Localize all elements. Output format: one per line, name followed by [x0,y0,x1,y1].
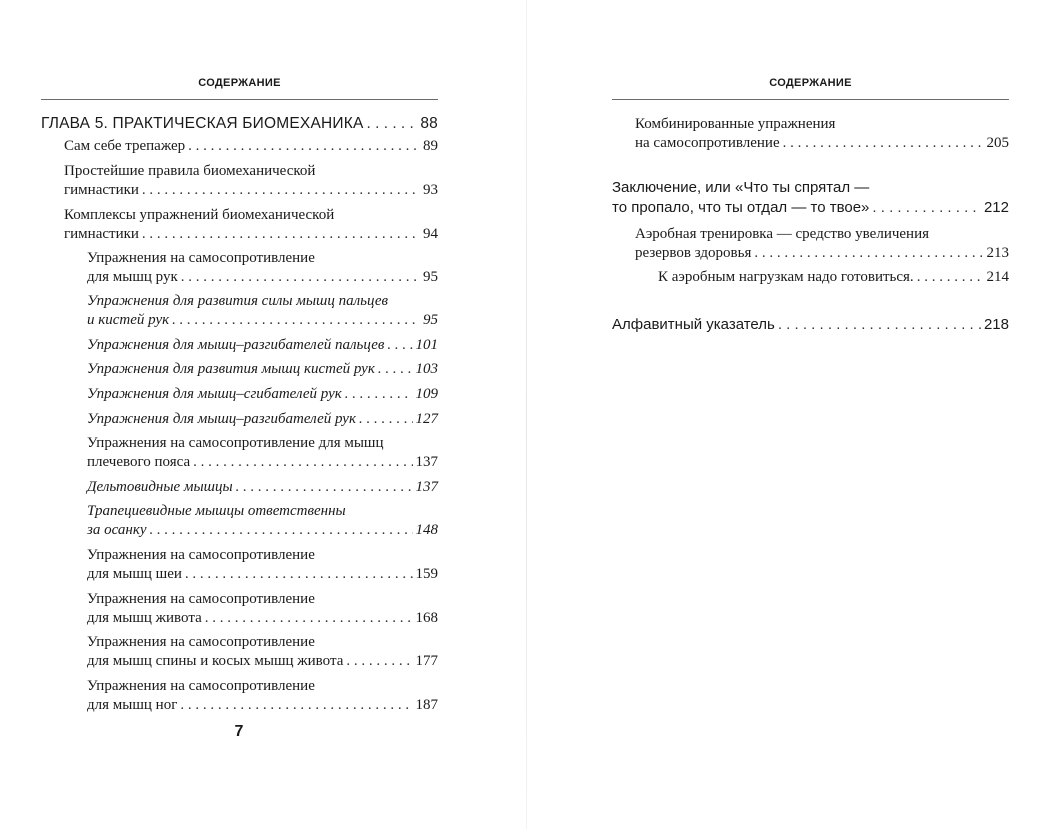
leader-dots [142,181,420,200]
right-page [527,0,1063,829]
toc-entry[interactable] [87,478,438,497]
toc-entry[interactable] [87,546,438,584]
leader-dots [872,198,981,218]
toc-entry-text: гимнастики [64,182,139,198]
toc-entry-text: то пропало, что ты отдал — то твое» [612,199,870,216]
toc-entry[interactable] [87,292,438,330]
page-number: 214 [986,269,1009,285]
running-head: СОДЕРЖАНИЕ [198,77,281,89]
page-number: 187 [415,697,438,713]
toc-entry-text: за осанку [87,522,147,538]
toc-entry-text: Упражнения на самосопротивление для мышц [87,435,384,451]
leader-dots [181,268,420,287]
toc-entry-text: Упражнения на самосопротивление [87,678,315,694]
leader-dots [345,385,413,404]
toc-entry[interactable] [658,268,1009,287]
leader-dots [366,114,417,133]
page-number: 109 [415,386,438,402]
toc-section[interactable] [612,178,1009,218]
page-number: 218 [983,316,1009,333]
leader-dots [188,137,420,156]
toc-entry-text: Упражнения для мышц–сгибателей рук [87,386,342,402]
toc-entry[interactable] [64,206,438,244]
toc-entry[interactable] [87,434,438,472]
leader-dots [180,696,412,715]
page-number: 159 [415,566,438,582]
toc-entry[interactable] [87,410,438,429]
toc-entry-text: для мышц ног [87,697,178,713]
toc-entry[interactable] [87,677,438,715]
page-number: 127 [415,411,438,427]
leader-dots [778,315,981,335]
leader-dots [346,652,412,671]
toc-chapter-title: ГЛАВА 5. ПРАКТИЧЕСКАЯ БИОМЕХАНИКА [41,115,364,132]
toc-entry[interactable] [64,162,438,200]
toc-entry-text: плечевого пояса [87,454,191,470]
toc-entry-text: Аэробная тренировка — средство увеличения [635,226,930,242]
toc-entry[interactable] [87,590,438,628]
leader-dots [236,478,413,497]
toc-entry[interactable] [635,115,1009,153]
toc-entry[interactable] [87,336,438,355]
toc-chapter[interactable] [41,114,438,133]
page-number: 168 [415,610,438,626]
page-number: 103 [415,361,438,377]
header-rule [41,99,438,100]
leader-dots [783,134,984,153]
page-number: 93 [423,182,438,198]
leader-dots [185,565,413,584]
page-number: 212 [983,199,1009,216]
toc-entry-text: для мышц живота [87,610,202,626]
toc-entry-text: Упражнения на самосопротивление [87,591,315,607]
page-number: 101 [415,337,438,353]
toc-entry-text: Комбинированные упражнения [635,116,836,132]
left-page [0,0,527,829]
leader-dots [172,311,420,330]
toc-entry-text: Упражнения для развития силы мышц пальцев [87,293,388,309]
page-number: 94 [423,226,438,242]
page-folio: 7 [234,723,244,740]
toc-entry-text: на самосопротивление [635,135,780,151]
leader-dots [359,410,413,429]
toc-entry-text: для мышц шеи [87,566,182,582]
page-number: 88 [420,115,438,132]
toc-entry-text: Алфавитный указатель [612,316,775,333]
page-number: 95 [423,269,438,285]
running-head: СОДЕРЖАНИЕ [769,77,852,89]
page-number: 177 [415,653,438,669]
page-number: 213 [986,245,1009,261]
toc-entry-text: К аэробным нагрузкам надо готовиться. [658,269,914,285]
page-number: 137 [415,479,438,495]
toc-entry-text: Упражнения на самосопротивление [87,250,315,266]
leader-dots [205,609,413,628]
leader-dots [387,336,412,355]
toc-section[interactable] [612,315,1009,335]
toc-entry[interactable] [87,502,438,540]
toc-entry-text: резервов здоровья [635,245,752,261]
toc-entry-text: для мышц рук [87,269,178,285]
page-number: 205 [986,135,1009,151]
leader-dots [917,268,984,287]
toc-entry-text: Упражнения для мышц–разгибателей рук [87,411,356,427]
leader-dots [378,360,413,379]
toc-entry-text: Дельтовидные мышцы [87,479,233,495]
toc-entry[interactable] [64,137,438,156]
page-number: 89 [423,138,438,154]
toc-entry-text: и кистей рук [87,312,170,328]
toc-entry-text: для мышц спины и косых мышц живота [87,653,344,669]
toc-entry-text: Трапециевидные мышцы ответственны [87,503,346,519]
header-rule [612,99,1009,100]
toc-entry-text: Упражнения для мышц–разгибателей пальцев [87,337,385,353]
toc-entry[interactable] [635,225,1009,263]
leader-dots [193,453,412,472]
page-number: 137 [415,454,438,470]
leader-dots [754,244,983,263]
page-number: 95 [423,312,438,328]
toc-entry-text: Заключение, или «Что ты спрятал — [612,179,870,196]
leader-dots [150,521,413,540]
toc-entry-text: Простейшие правила биомеханической [64,163,316,179]
toc-entry[interactable] [87,249,438,287]
toc-entry-text: Сам себе трепажер [64,138,186,154]
toc-entry-text: Комплексы упражнений биомеханической [64,207,335,223]
toc-entry-text: Упражнения на самосопротивление [87,547,315,563]
toc-entry-text: гимнастики [64,226,139,242]
toc-entry[interactable] [87,633,438,671]
toc-entry-text: Упражнения на самосопротивление [87,634,315,650]
toc-entry[interactable] [87,385,438,404]
toc-entry[interactable] [87,360,438,379]
leader-dots [142,225,420,244]
page-number: 148 [415,522,438,538]
toc-entry-text: Упражнения для развития мышц кистей рук [87,361,375,377]
